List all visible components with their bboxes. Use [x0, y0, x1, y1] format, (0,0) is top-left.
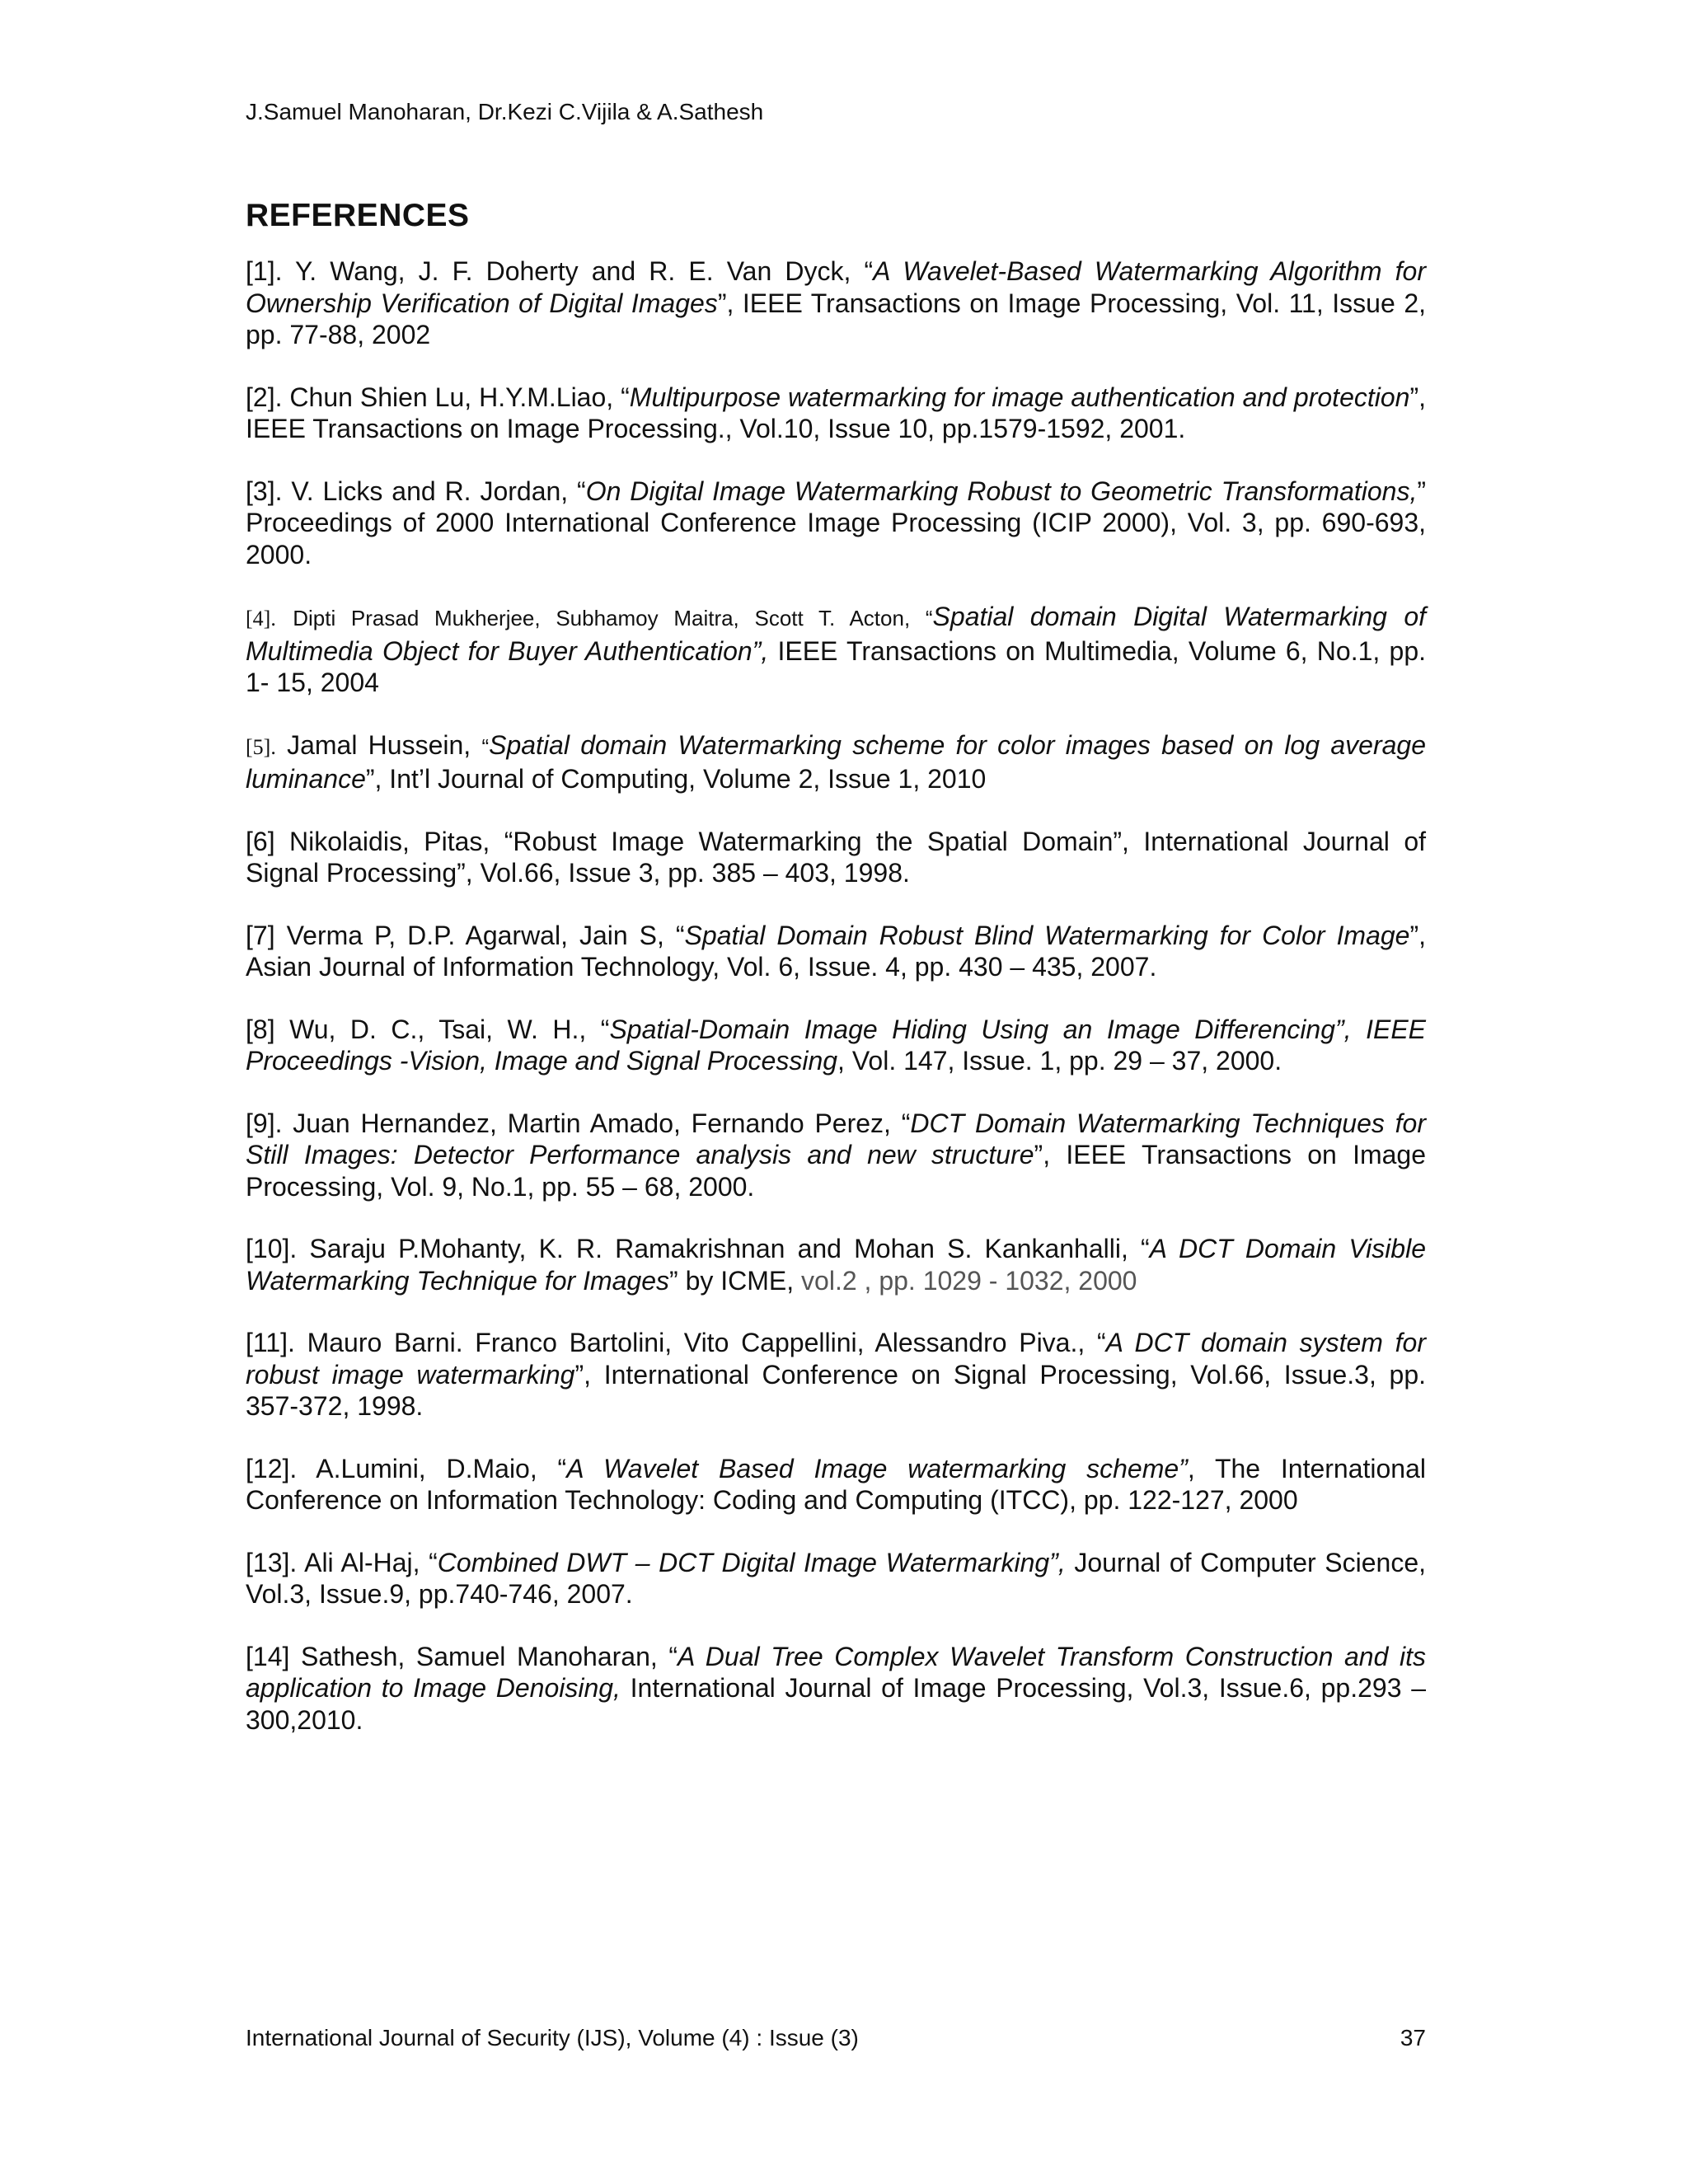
reference-item	[246, 1547, 1426, 1610]
page-footer	[246, 2023, 1426, 2053]
reference-prefix: [12]. A.Lumini, D.Maio, “	[246, 1453, 567, 1483]
reference-prefix: [3]. V. Licks and R. Jordan, “	[246, 476, 586, 506]
reference-title: Spatial domain Watermarking scheme for color images based on log average luminance	[246, 729, 1427, 794]
reference-item	[246, 1233, 1426, 1296]
reference-prefix: [14] Sathesh, Samuel Manoharan, “	[246, 1641, 678, 1671]
reference-prefix: [1]. Y. Wang, J. F. Doherty and R. E. Van Dyck, “	[246, 256, 874, 286]
reference-title: A Dual Tree Complex Wavelet Transform Construction and its application to Image Denoising,	[246, 1641, 1427, 1703]
reference-text: [6] Nikolaidis, Pitas, “Robust Image Watermarking the Spatial Domain”, International Journal of Signal Processing”, Vol.66, Issue 3, pp. 385 – 403, 1998.	[246, 826, 1426, 888]
reference-prefix: [8] Wu, D. C., Tsai, W. H., “	[246, 1014, 610, 1044]
reference-item	[246, 826, 1426, 889]
reference-number: [4].	[246, 607, 276, 630]
reference-suffix: ”, IEEE Transactions on Image Processing, Vol. 11, Issue 2, pp. 77-88, 2002	[246, 288, 1427, 349]
reference-prefix: [2]. Chun Shien Lu, H.Y.M.Liao, “	[246, 382, 630, 412]
reference-item	[246, 382, 1426, 445]
reference-prefix: [9]. Juan Hernandez, Martin Amado, Fernando Perez, “	[246, 1108, 911, 1138]
reference-item	[246, 1453, 1426, 1516]
reference-suffix: ”, IEEE Transactions on Image Processing, Vol. 9, No.1, pp. 55 – 68, 2000.	[246, 1140, 1427, 1202]
reference-suffix: ” by ICME,	[669, 1265, 802, 1296]
reference-item	[246, 255, 1426, 351]
reference-item	[246, 920, 1426, 983]
reference-title: A DCT Domain Visible Watermarking Technique for Images	[246, 1234, 1427, 1296]
reference-list	[246, 255, 1426, 1766]
reference-prefix: [7] Verma P, D.P. Agarwal, Jain S, “	[246, 920, 685, 950]
reference-item	[246, 476, 1426, 571]
reference-authors: Dipti Prasad Mukherjee, Subhamoy Maitra, Scott T. Acton, “	[293, 606, 933, 630]
reference-title: Spatial-Domain Image Hiding Using an Image Differencing”, IEEE Proceedings -Vision, Image and Signal Processing	[246, 1014, 1427, 1076]
page-number: 37	[1400, 2025, 1426, 2050]
reference-title: A Wavelet Based Image watermarking scheme”	[566, 1453, 1188, 1483]
reference-prefix: [10]. Saraju P.Mohanty, K. R. Ramakrishnan and Mohan S. Kankanhalli, “	[246, 1234, 1150, 1263]
reference-title: DCT Domain Watermarking Techniques for Still Images: Detector Performance analysis and new structure	[246, 1108, 1427, 1169]
reference-authors: Jamal Hussein,	[275, 729, 482, 760]
reference-suffix: IEEE Transactions on Multimedia, Volume 6, No.1, pp. 1- 15, 2004	[246, 635, 1427, 697]
reference-title: Combined DWT – DCT Digital Image Watermarking”,	[437, 1547, 1066, 1577]
reference-item	[246, 1014, 1426, 1077]
section-title: REFERENCES	[246, 198, 470, 233]
reference-title: Spatial Domain Robust Blind Watermarking for Color Image	[684, 920, 1410, 950]
reference-prefix: [13]. Ali Al-Haj, “	[246, 1547, 438, 1577]
reference-title: Multipurpose watermarking for image authentication and protection	[629, 382, 1410, 412]
reference-tail: vol.2 , pp. 1029 - 1032, 2000	[801, 1265, 1137, 1296]
reference-title: Spatial domain Digital Watermarking of Multimedia Object for Buyer Authentication”,	[246, 602, 1427, 666]
running-header: J.Samuel Manoharan, Dr.Kezi C.Vijila & A.Sathesh	[246, 99, 764, 124]
reference-item	[246, 729, 1426, 795]
reference-title: On Digital Image Watermarking Robust to Geometric Transformations,	[585, 476, 1418, 506]
reference-suffix: Journal of Computer Science, Vol.3, Issue.9, pp.740-746, 2007.	[246, 1547, 1427, 1609]
reference-item	[246, 1327, 1426, 1422]
reference-suffix: ”, Asian Journal of Information Technology, Vol. 6, Issue. 4, pp. 430 – 435, 2007.	[246, 920, 1427, 982]
reference-suffix: ”, IEEE Transactions on Image Processing., Vol.10, Issue 10, pp.1579-1592, 2001.	[246, 382, 1427, 443]
reference-suffix: ” Proceedings of 2000 International Conference Image Processing (ICIP 2000), Vol. 3, pp. 690-693, 2000.	[246, 476, 1427, 569]
reference-suffix: International Journal of Image Processing, Vol.3, Issue.6, pp.293 – 300,2010.	[246, 1673, 1427, 1735]
reference-suffix: , The International Conference on Information Technology: Coding and Computing (ITCC), pp. 122-127, 2000	[246, 1453, 1427, 1515]
reference-number: [5].	[246, 734, 276, 759]
reference-title: A DCT domain system for robust image watermarking	[246, 1328, 1427, 1390]
footer-journal: International Journal of Security (IJS), Volume (4) : Issue (3)	[246, 2025, 859, 2050]
reference-item	[246, 1108, 1426, 1203]
reference-suffix: ”, Int’l Journal of Computing, Volume 2, Issue 1, 2010	[365, 764, 987, 794]
reference-item	[246, 601, 1426, 699]
reference-title: A Wavelet-Based Watermarking Algorithm for Ownership Verification of Digital Images	[246, 256, 1427, 318]
reference-item	[246, 1641, 1426, 1736]
reference-open-quote: “	[481, 733, 490, 759]
reference-suffix: , Vol. 147, Issue. 1, pp. 29 – 37, 2000.	[837, 1046, 1282, 1076]
reference-suffix: ”, International Conference on Signal Processing, Vol.66, Issue.3, pp. 357-372, 1998.	[246, 1359, 1427, 1421]
reference-prefix: [11]. Mauro Barni. Franco Bartolini, Vito Cappellini, Alessandro Piva., “	[246, 1328, 1106, 1357]
